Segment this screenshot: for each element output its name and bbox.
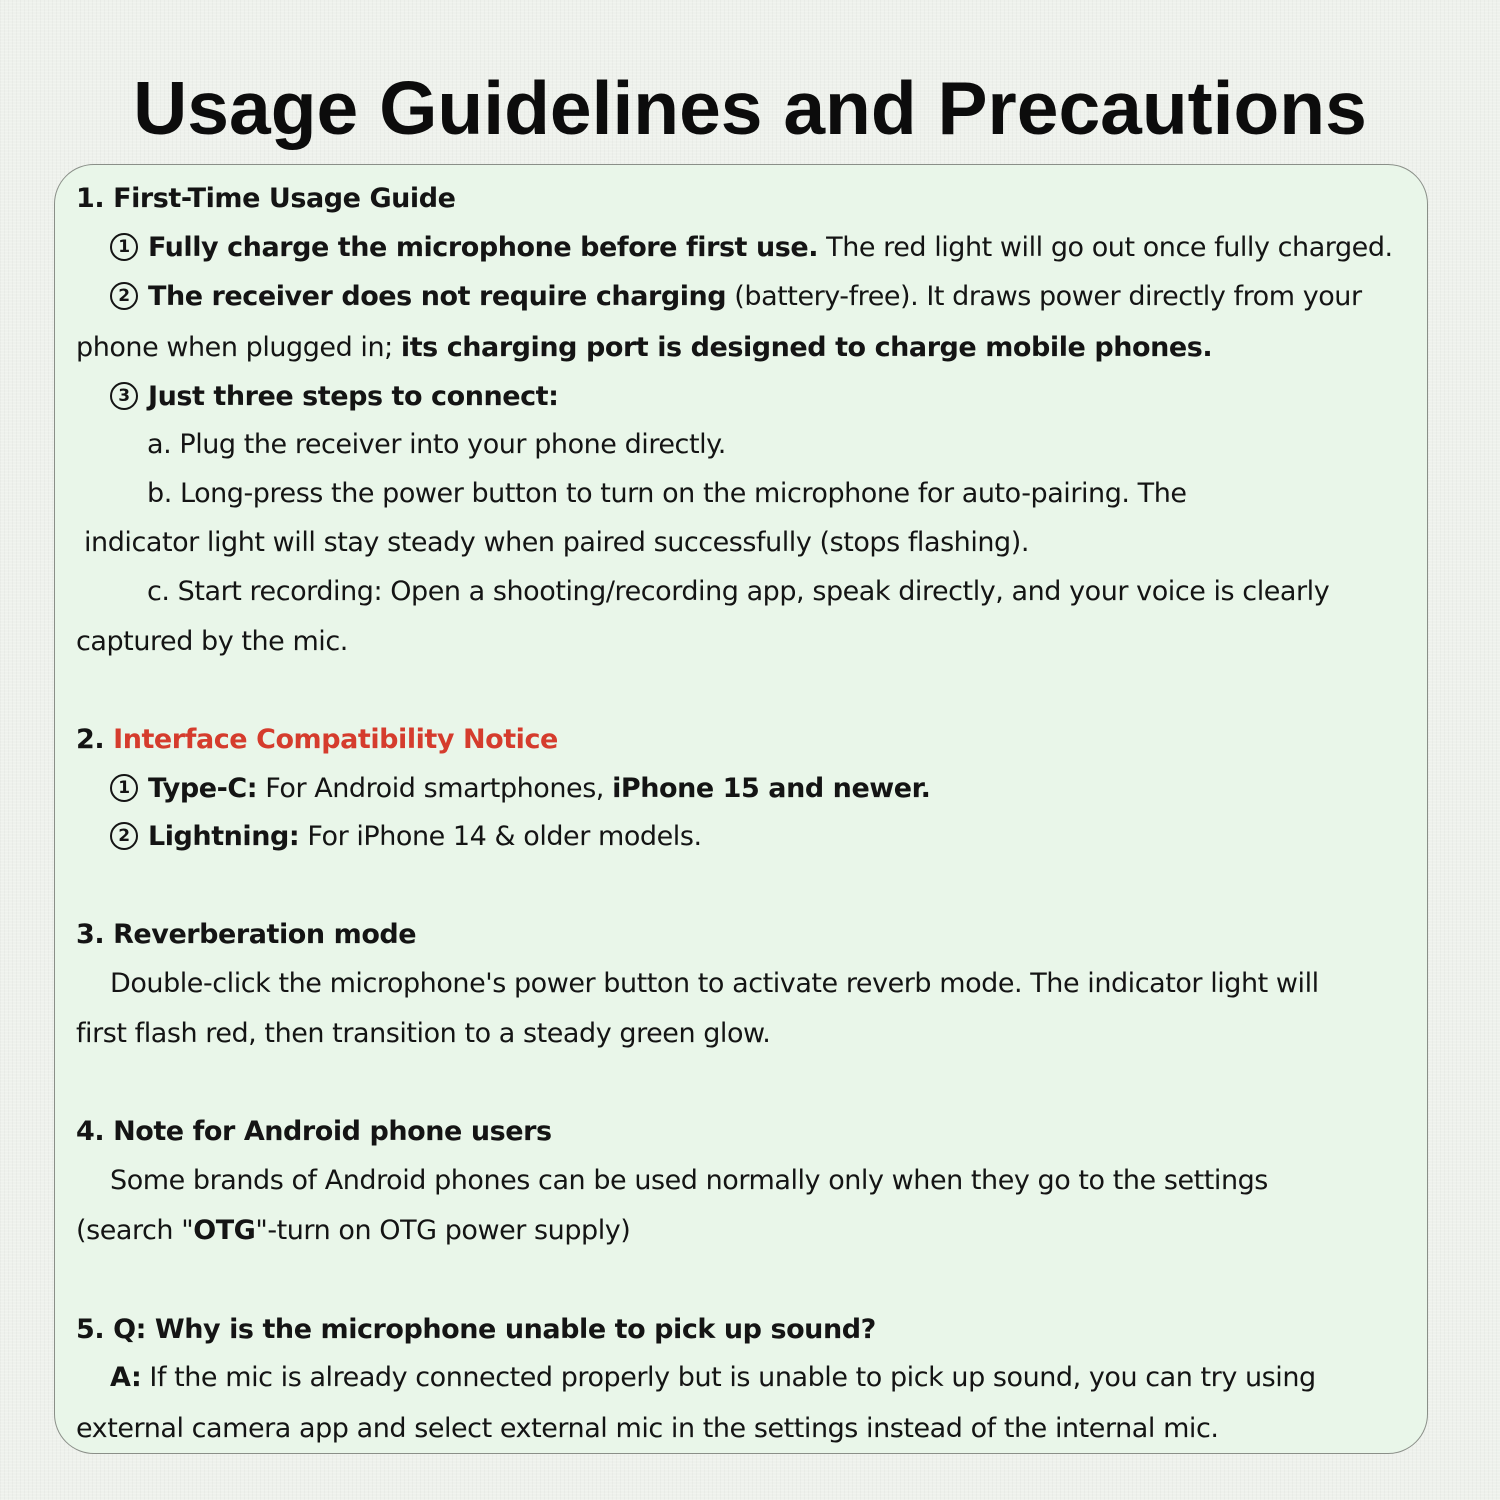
section-5-answer: [110, 1360, 1316, 1396]
circled-number-icon: 2: [110, 282, 138, 310]
step-c-continuation: captured by the mic.: [76, 626, 348, 657]
section-5-answer-continuation: external camera app and select external mic in the settings instead of the internal mic.: [76, 1413, 1219, 1444]
otg-keyword: OTG: [193, 1215, 256, 1246]
circled-number-icon: 2: [110, 822, 138, 850]
section-1-item-1: [110, 230, 1393, 266]
section-4-heading: 4. Note for Android phone users: [76, 1116, 552, 1147]
section-3-paragraph-continuation: first flash red, then transition to a steady green glow.: [76, 1018, 771, 1049]
answer-label: A:: [110, 1362, 142, 1393]
item-text: phone when plugged in;: [76, 332, 401, 363]
circled-number-icon: 1: [110, 233, 138, 261]
step-a: a. Plug the receiver into your phone directly.: [147, 429, 726, 460]
section-title-highlight: Interface Compatibility Notice: [113, 724, 558, 755]
section-1-item-2-continuation: [76, 330, 1212, 366]
item-bold-text: Type-C:: [148, 773, 258, 804]
section-2-heading: [76, 722, 558, 758]
section-1-item-3: [110, 379, 558, 415]
item-text: "-turn on OTG power supply): [255, 1215, 631, 1246]
section-1-item-2: [110, 279, 1362, 315]
item-bold-text: Fully charge the microphone before first use.: [148, 232, 819, 263]
circled-number-icon: 1: [110, 774, 138, 802]
section-2-item-2: [110, 819, 702, 855]
section-2-item-1: [110, 771, 930, 807]
item-text: (search ": [76, 1215, 194, 1246]
step-b: b. Long-press the power button to turn on the microphone for auto-pairing. The: [147, 478, 1187, 509]
circled-number-icon: 3: [110, 382, 138, 410]
item-text: For Android smartphones,: [257, 773, 613, 804]
item-bold-text: Lightning:: [148, 821, 300, 852]
section-3-heading: 3. Reverberation mode: [76, 919, 417, 950]
section-4-paragraph: Some brands of Android phones can be used normally only when they go to the settings: [110, 1165, 1268, 1196]
item-text: The red light will go out once fully charged.: [818, 232, 1393, 263]
item-bold-text: The receiver does not require charging: [148, 281, 727, 312]
section-1-heading: 1. First-Time Usage Guide: [76, 183, 456, 214]
section-5-heading: 5. Q: Why is the microphone unable to pick up sound?: [76, 1314, 876, 1345]
item-bold-text: Just three steps to connect:: [148, 381, 559, 412]
item-text: If the mic is already connected properly but is unable to pick up sound, you can try using: [141, 1362, 1316, 1393]
page-title: Usage Guidelines and Precautions: [133, 66, 1367, 150]
step-c: c. Start recording: Open a shooting/recording app, speak directly, and your voice is clearly: [147, 576, 1330, 607]
section-3-paragraph: Double-click the microphone's power button to activate reverb mode. The indicator light will: [110, 968, 1319, 999]
section-4-paragraph-continuation: [76, 1213, 630, 1249]
item-text: (battery-free). It draws power directly from your: [726, 281, 1362, 312]
item-text: For iPhone 14 & older models.: [299, 821, 702, 852]
step-b-continuation: indicator light will stay steady when paired successfully (stops flashing).: [84, 527, 1029, 558]
item-bold-text: its charging port is designed to charge mobile phones.: [400, 332, 1213, 363]
section-number: 2.: [76, 724, 114, 755]
item-bold-text: iPhone 15 and newer.: [612, 773, 931, 804]
